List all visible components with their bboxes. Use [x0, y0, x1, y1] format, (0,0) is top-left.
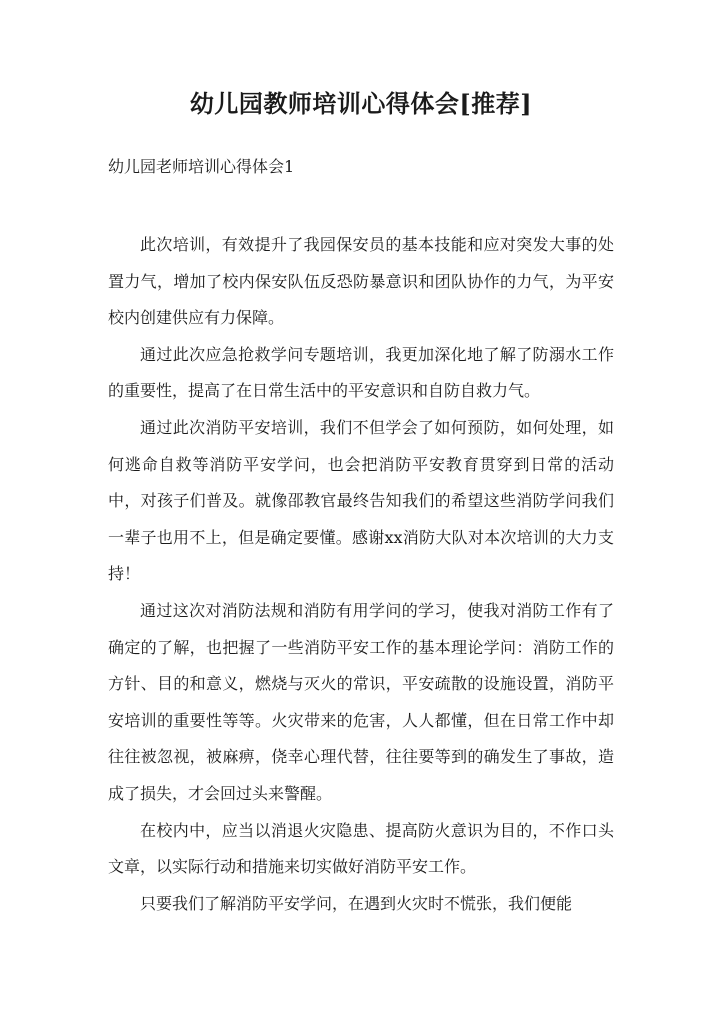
paragraph-2: 通过此次应急抢救学问专题培训，我更加深化地了解了防溺水工作的重要性，提高了在日常生活中的平安意识和自防自救力气。	[108, 344, 614, 401]
document-title: 幼儿园教师培训心得体会[推荐]	[189, 89, 533, 118]
paragraph-4: 通过这次对消防法规和消防有用学问的学习，使我对消防工作有了确定的了解，也把握了一些消防平安工作的基本理论学问：消防工作的方针、目的和意义，燃烧与灭火的常识，平安疏散的设施设置，消防平安培训的重要性等等。火灾带来的危害，人人都懂，但在日常工作中却往往被忽视，被麻痹，侥幸心理代替，往往要等到的确发生了事故，造成了损失，才会回过头来警醒。	[108, 600, 614, 803]
paragraph-1: 此次培训，有效提升了我园保安员的基本技能和应对突发大事的处置力气，增加了校内保安队伍反恐防暴意识和团队协作的力气，为平安校内创建供应有力保障。	[108, 235, 614, 328]
paragraph-6: 只要我们了解消防平安学问，在遇到火灾时不慌张，我们便能	[140, 893, 573, 913]
paragraph-3: 通过此次消防平安培训，我们不但学会了如何预防，如何处理，如何逃命自救等消防平安学问，也会把消防平安教育贯穿到日常的活动中，对孩子们普及。就像邵教官最终告知我们的希望这些消防学问我们一辈子也用不上，但是确定要懂。感谢xx消防大队对本次培训的大力支持！	[108, 417, 614, 584]
document-subtitle: 幼儿园老师培训心得体会1	[108, 157, 295, 176]
paragraph-5: 在校内中，应当以消退火灾隐患、提高防火意识为目的，不作口头文章，以实际行动和措施来切实做好消防平安工作。	[108, 820, 614, 877]
